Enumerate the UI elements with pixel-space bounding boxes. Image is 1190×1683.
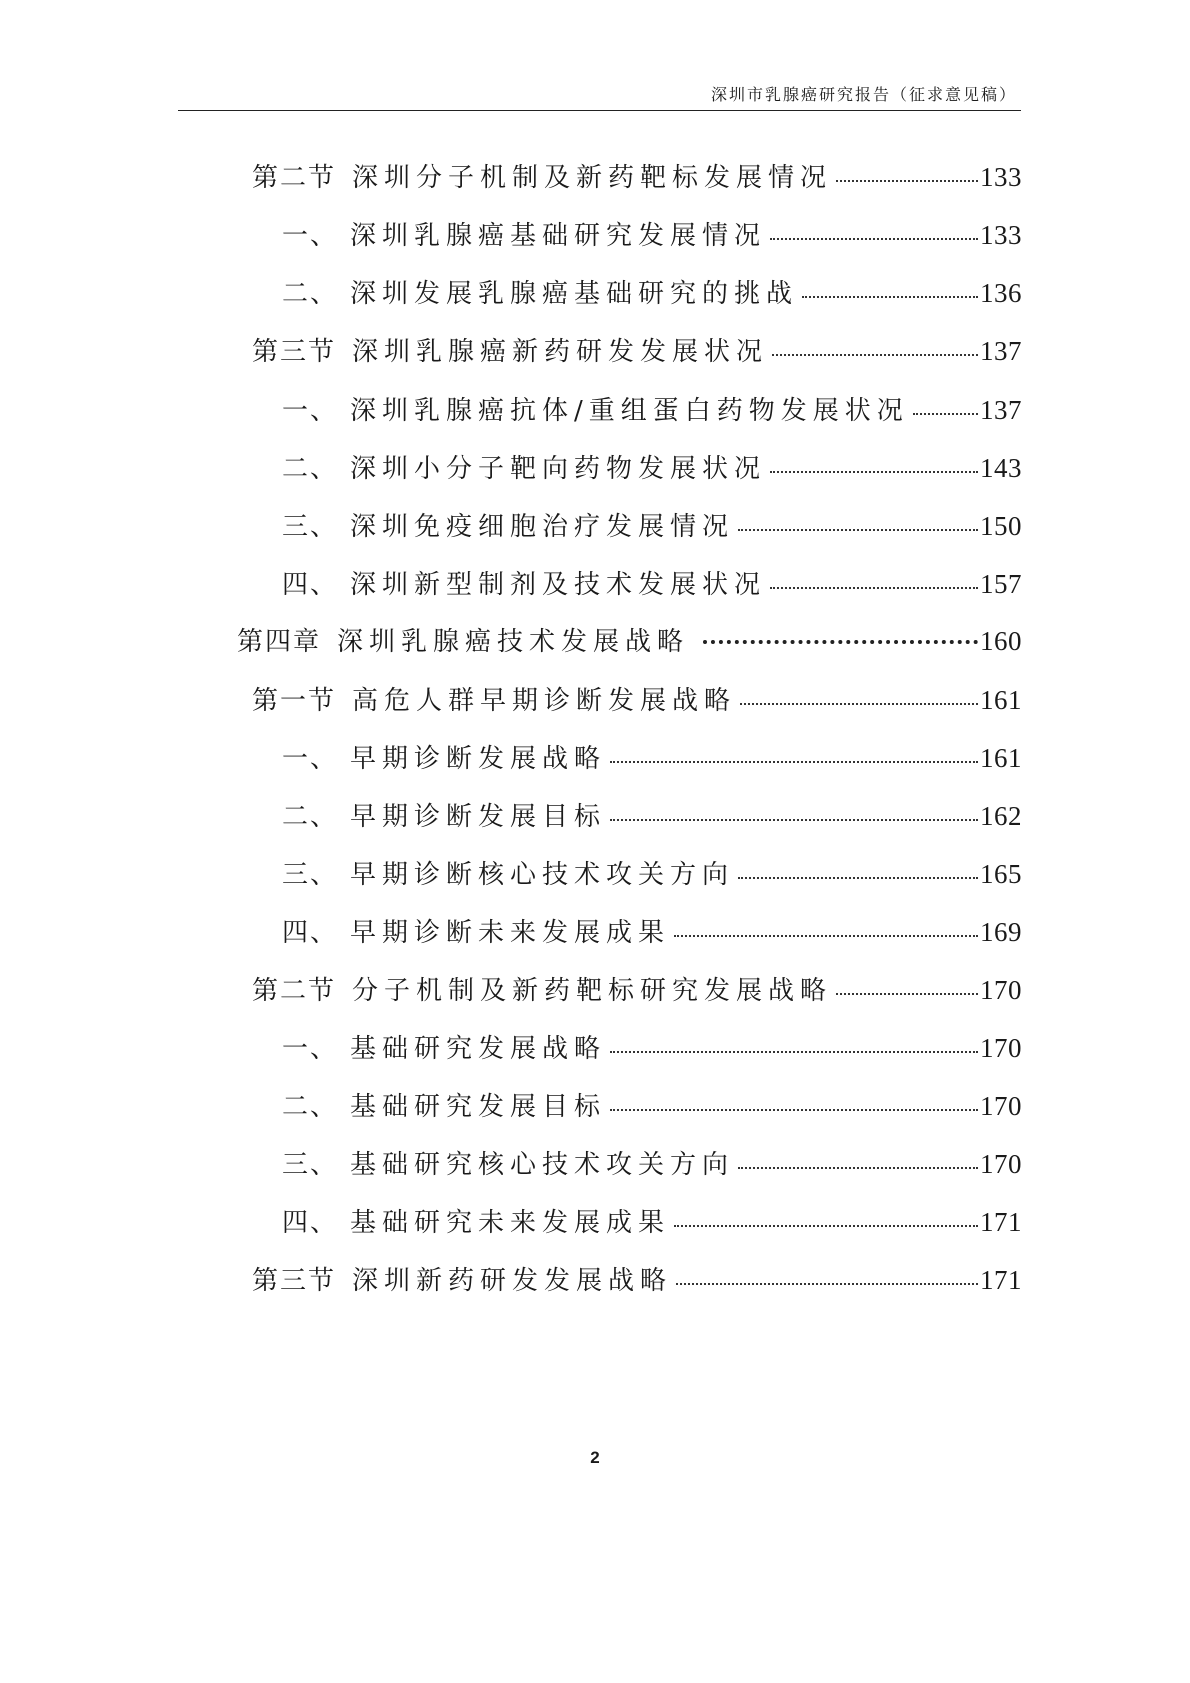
toc-entry[interactable] [282, 273, 1022, 313]
toc-entry-number: 四、 [282, 570, 339, 600]
toc-entry-number: 第四章 [237, 627, 322, 657]
toc-entry-page: 161 [980, 685, 1022, 715]
toc-entry-page: 157 [980, 569, 1022, 599]
toc-entry-number: 二、 [282, 279, 339, 309]
toc-entry-number: 二、 [282, 802, 339, 832]
toc-entry-title: 深圳新药研发发展战略 [352, 1266, 673, 1296]
toc-entry-page: 169 [980, 917, 1022, 947]
toc-entry-number: 第三节 [252, 1266, 337, 1296]
toc-entry-number: 三、 [282, 860, 339, 890]
toc-entry[interactable] [252, 331, 1022, 371]
header-title: 深圳市乳腺癌研究报告（征求意见稿） [710, 85, 1017, 104]
toc-entry-title: 基础研究发展战略 [350, 1034, 607, 1064]
toc-entry[interactable] [252, 157, 1022, 197]
toc-entry-number: 四、 [282, 918, 339, 948]
toc-entry-number: 第二节 [252, 163, 337, 193]
toc-entry[interactable] [252, 970, 1022, 1010]
toc-entry-page: 160 [980, 626, 1022, 656]
dot-leader [770, 236, 978, 240]
toc-entry[interactable] [282, 1028, 1022, 1068]
toc-entry[interactable] [282, 796, 1022, 836]
toc-entry-title: 早期诊断核心技术攻关方向 [350, 860, 735, 890]
dot-leader [836, 178, 978, 182]
toc-entry-title: 分子机制及新药靶标研究发展战略 [352, 976, 833, 1006]
toc-entry[interactable] [252, 1260, 1022, 1300]
dot-leader [913, 411, 978, 415]
dot-leader [738, 1165, 978, 1169]
toc-entry-number: 二、 [282, 1092, 339, 1122]
dot-leader [738, 527, 978, 531]
toc-entry-page: 137 [980, 395, 1022, 425]
toc-entry-title: 基础研究核心技术攻关方向 [350, 1150, 735, 1180]
toc-entry-number: 第一节 [252, 686, 337, 716]
toc-entry[interactable] [282, 506, 1022, 546]
running-header [178, 80, 1021, 111]
dot-leader [836, 991, 978, 995]
toc-entry-title: 基础研究发展目标 [350, 1092, 607, 1122]
toc-entry-number: 第二节 [252, 976, 337, 1006]
dot-leader [770, 585, 978, 589]
toc-entry-title: 早期诊断未来发展成果 [350, 918, 671, 948]
toc-entry-page: 170 [980, 975, 1022, 1005]
toc-entry-page: 143 [980, 453, 1022, 483]
toc-entry-page: 137 [980, 336, 1022, 366]
toc-entry[interactable] [282, 215, 1022, 255]
toc-entry-number: 二、 [282, 454, 339, 484]
dot-leader [770, 469, 978, 473]
dot-leader [610, 1049, 978, 1053]
toc-entry-page: 171 [980, 1265, 1022, 1295]
toc-entry-title: 早期诊断发展战略 [350, 744, 607, 774]
toc-entry-number: 三、 [282, 1150, 339, 1180]
dot-leader [703, 638, 978, 644]
toc-entry-page: 150 [980, 511, 1022, 541]
toc-entry-title: 深圳发展乳腺癌基础研究的挑战 [350, 279, 799, 309]
toc-entry-number: 一、 [282, 744, 339, 774]
toc-entry[interactable] [252, 680, 1022, 720]
toc-entry-number: 一、 [282, 1034, 339, 1064]
toc-entry-title: 高危人群早期诊断发展战略 [352, 686, 737, 716]
dot-leader [676, 1281, 978, 1285]
toc-entry-page: 136 [980, 278, 1022, 308]
toc-entry[interactable] [282, 912, 1022, 952]
toc-entry-title: 深圳分子机制及新药靶标发展情况 [352, 163, 833, 193]
toc-entry-title: 深圳乳腺癌基础研究发展情况 [350, 221, 767, 251]
dot-leader [802, 294, 978, 298]
dot-leader [610, 1107, 978, 1111]
toc-entry[interactable] [282, 854, 1022, 894]
toc-entry-number: 一、 [282, 396, 339, 426]
toc-entry[interactable] [282, 390, 1022, 430]
toc-entry-number: 第三节 [252, 337, 337, 367]
dot-leader [772, 352, 978, 356]
dot-leader [740, 701, 978, 705]
toc-entry-title: 深圳乳腺癌抗体/重组蛋白药物发展状况 [350, 396, 909, 426]
toc-entry-title: 深圳新型制剂及技术发展状况 [350, 570, 767, 600]
toc-entry-chapter[interactable] [237, 621, 1022, 661]
toc-entry[interactable] [282, 1086, 1022, 1126]
toc-entry-page: 162 [980, 801, 1022, 831]
toc-entry-page: 170 [980, 1149, 1022, 1179]
dot-leader [674, 1223, 978, 1227]
toc-entry-page: 161 [980, 743, 1022, 773]
toc-entry-page: 165 [980, 859, 1022, 889]
toc-entry-page: 133 [980, 220, 1022, 250]
toc-entry[interactable] [282, 738, 1022, 778]
toc-entry[interactable] [282, 1202, 1022, 1242]
toc-entry-number: 四、 [282, 1208, 339, 1238]
toc-entry-title: 深圳乳腺癌技术发展战略 [337, 627, 690, 657]
toc-entry-title: 深圳小分子靶向药物发展状况 [350, 454, 767, 484]
toc-entry-title: 早期诊断发展目标 [350, 802, 607, 832]
toc-entry-title: 深圳免疫细胞治疗发展情况 [350, 512, 735, 542]
dot-leader [610, 817, 978, 821]
toc-entry[interactable] [282, 448, 1022, 488]
toc-entry-title: 基础研究未来发展成果 [350, 1208, 671, 1238]
toc-entry-page: 170 [980, 1091, 1022, 1121]
page-number: 2 [590, 1448, 600, 1467]
toc-entry-page: 171 [980, 1207, 1022, 1237]
toc-entry-page: 133 [980, 162, 1022, 192]
toc-entry[interactable] [282, 564, 1022, 604]
toc-entry-page: 170 [980, 1033, 1022, 1063]
dot-leader [610, 759, 978, 763]
dot-leader [738, 875, 978, 879]
toc-entry-title: 深圳乳腺癌新药研发发展状况 [352, 337, 769, 367]
toc-entry-number: 三、 [282, 512, 339, 542]
dot-leader [674, 933, 978, 937]
toc-entry[interactable] [282, 1144, 1022, 1184]
toc-entry-number: 一、 [282, 221, 339, 251]
